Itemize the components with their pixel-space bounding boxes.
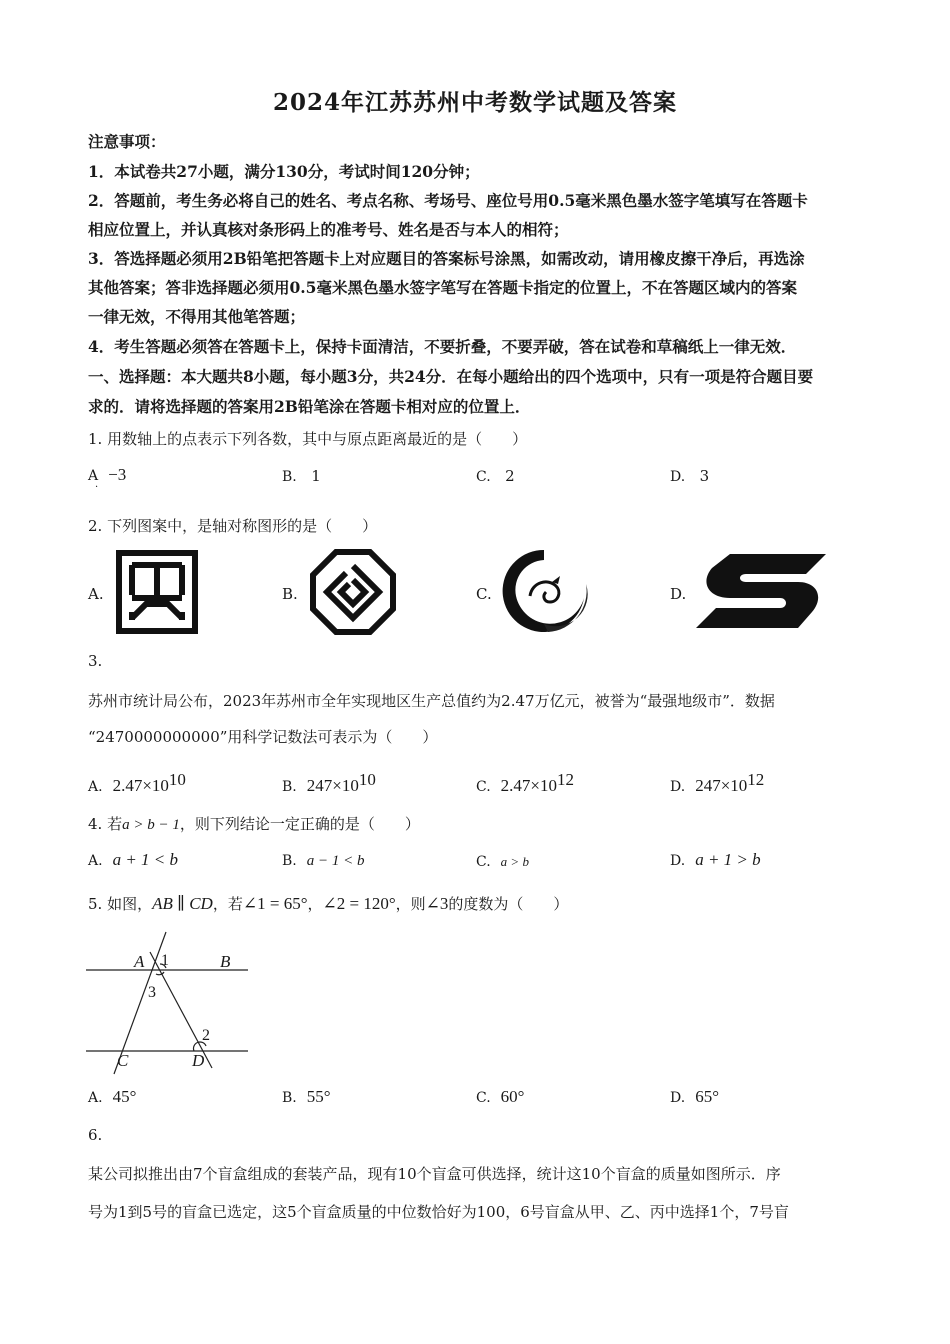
- q5-option-a: [88, 1087, 136, 1107]
- q5-label-b: B: [220, 952, 231, 971]
- option-value: 3: [699, 467, 710, 485]
- q1-option-c: [476, 467, 515, 485]
- option-value: −3: [108, 465, 127, 484]
- option-value: a − 1 < b: [306, 853, 365, 869]
- option-label: A.: [88, 1090, 103, 1106]
- q2-label-b: B.: [282, 585, 298, 603]
- option-value: a + 1 < b: [112, 850, 179, 869]
- option-value: 2: [505, 467, 515, 485]
- option-label: C.: [476, 854, 491, 870]
- option-label: C.: [476, 779, 491, 795]
- option-value: a > b: [500, 854, 529, 869]
- notes-item: 1．本试卷共27小题，满分130分，考试时间120分钟；: [88, 162, 480, 181]
- option-label: C.: [476, 469, 496, 485]
- q5-option-b: [282, 1087, 331, 1107]
- option-label: C.: [476, 1090, 491, 1106]
- q5-math-angle2: ∠2 = 120°: [322, 894, 396, 913]
- option-exponent: 10: [168, 770, 186, 789]
- q5-stem-part: ，: [307, 895, 323, 913]
- q3-line1: 苏州市统计局公布，2023年苏州市全年实现地区生产总值约为2.47万亿元，被誉为“最强地级市”．数据: [88, 692, 775, 710]
- option-value: a + 1 > b: [695, 850, 761, 869]
- notes-item: 相应位置上，并认真核对条形码上的准考号、姓名是否与本人的相符；: [88, 220, 569, 239]
- option-label: D.: [670, 469, 690, 485]
- q3-option-d: [670, 770, 764, 796]
- q5-label-2: 2: [202, 1027, 210, 1044]
- q4-stem-math: a > b − 1: [122, 817, 180, 833]
- option-value: 247×10: [306, 776, 359, 795]
- pattern-a-figure: [116, 550, 198, 634]
- option-value: 1: [311, 467, 321, 485]
- option-exponent: 10: [358, 770, 376, 789]
- option-label: D.: [670, 1090, 686, 1106]
- option-label: B.: [282, 469, 302, 485]
- q4-stem-suffix: ，则下列结论一定正确的是（ ）: [179, 815, 420, 833]
- section-heading-line2: 求的．请将选择题的答案用2B铅笔涂在答题卡相对应的位置上．: [88, 397, 531, 416]
- option-value: 247×10: [695, 776, 748, 795]
- q2-label-c: C.: [476, 585, 492, 603]
- q5-math-angle1: ∠1 = 65°: [242, 894, 308, 913]
- option-value: 60°: [500, 1087, 525, 1106]
- option-label: A: [88, 468, 99, 484]
- q5-stem-part: ，若: [212, 895, 243, 913]
- q6-line2: 号为1到5号的盲盒已选定，这5个盲盒质量的中位数恰好为100，6号盲盒从甲、乙、丙中选择1个，7号盲: [88, 1203, 789, 1221]
- option-label: B.: [282, 1090, 297, 1106]
- notes-heading: 注意事项：: [88, 132, 166, 151]
- q4-option-c: [476, 852, 529, 870]
- notes-item: 4．考生答题必须答在答题卡上，保持卡面清洁，不要折叠，不要弄破，答在试卷和草稿纸上一律无效．: [88, 337, 797, 356]
- q5-math-parallel: AB ∥ CD: [152, 894, 213, 913]
- q2-label-a: A.: [88, 585, 104, 603]
- q3-line2: “2470000000000”用科学记数法可表示为（ ）: [88, 728, 438, 746]
- q2-label-d: D.: [670, 585, 687, 603]
- option-label: A.: [88, 853, 103, 869]
- option-label: B.: [282, 853, 297, 869]
- q5-option-d: [670, 1087, 719, 1107]
- q4-option-b: [282, 851, 365, 870]
- q4-option-d: [670, 850, 761, 870]
- notes-item: 一律无效，不得用其他笔答题；: [88, 307, 306, 326]
- pattern-b-figure: [309, 548, 397, 636]
- option-label: B.: [282, 779, 297, 795]
- q3-number: 3.: [88, 652, 103, 670]
- notes-item: 3．答选择题必须用2B铅笔把答题卡上对应题目的答案标号涂黑，如需改动，请用橡皮擦干净后，再选涂: [88, 249, 805, 268]
- q5-stem-part: 的度数为（ ）: [448, 895, 569, 913]
- q5-option-c: [476, 1087, 524, 1107]
- option-value: 2.47×10: [500, 776, 558, 795]
- q1-stem: 1. 用数轴上的点表示下列各数，其中与原点距离最近的是（ ）: [88, 430, 528, 448]
- q1-option-a: [88, 465, 126, 485]
- option-label: D.: [670, 779, 686, 795]
- option-value: 65°: [695, 1087, 719, 1106]
- page-title: 2024年江苏苏州中考数学试题及答案: [272, 89, 677, 116]
- q5-math-angle3: ∠3: [425, 894, 449, 913]
- q6-line1: 某公司拟推出由7个盲盒组成的套装产品，现有10个盲盒可供选择，统计这10个盲盒的质量如图所示．序: [88, 1165, 781, 1183]
- q5-label-1: 1: [161, 952, 169, 969]
- option-value: 45°: [112, 1087, 137, 1106]
- pattern-d-figure: [694, 552, 828, 632]
- q5-label-c: C: [117, 1051, 129, 1070]
- q5-geometry-figure: [84, 928, 250, 1076]
- q5-stem-part: ，则: [395, 895, 426, 913]
- section-heading-line1: 一、选择题：本大题共8小题，每小题3分，共24分．在每小题给出的四个选项中，只有一项是符合题目要: [88, 367, 814, 386]
- q5-stem: [88, 893, 568, 914]
- q4-stem-prefix: 4. 若: [88, 815, 123, 833]
- q3-option-c: [476, 770, 574, 796]
- q4-option-a: [88, 850, 178, 870]
- option-exponent: 12: [557, 770, 575, 789]
- dot-mark: ·: [95, 482, 99, 493]
- option-value: 2.47×10: [112, 776, 169, 795]
- option-label: D.: [670, 853, 686, 869]
- q5-label-3: 3: [148, 984, 156, 1001]
- option-label: A.: [88, 779, 103, 795]
- option-value: 55°: [306, 1087, 331, 1106]
- q6-number: 6.: [88, 1126, 103, 1144]
- notes-item: 2．答题前，考生务必将自己的姓名、考点名称、考场号、座位号用0.5毫米黑色墨水签字笔填写在答题卡: [88, 191, 808, 210]
- q5-label-a: A: [134, 952, 145, 971]
- q3-option-b: [282, 770, 376, 796]
- pattern-c-figure: [500, 546, 588, 636]
- q1-option-d: [670, 467, 709, 485]
- q3-option-a: [88, 770, 186, 796]
- q5-label-d: D: [192, 1051, 205, 1070]
- q2-stem: 2. 下列图案中，是轴对称图形的是（ ）: [88, 517, 378, 535]
- q5-stem-part: 5. 如图，: [88, 895, 153, 913]
- q1-option-b: [282, 467, 321, 485]
- notes-item: 其他答案；答非选择题必须用0.5毫米黑色墨水签字笔写在答题卡指定的位置上，不在答题区域内的答案: [88, 278, 797, 297]
- option-exponent: 12: [747, 770, 765, 789]
- q4-stem: [88, 813, 420, 834]
